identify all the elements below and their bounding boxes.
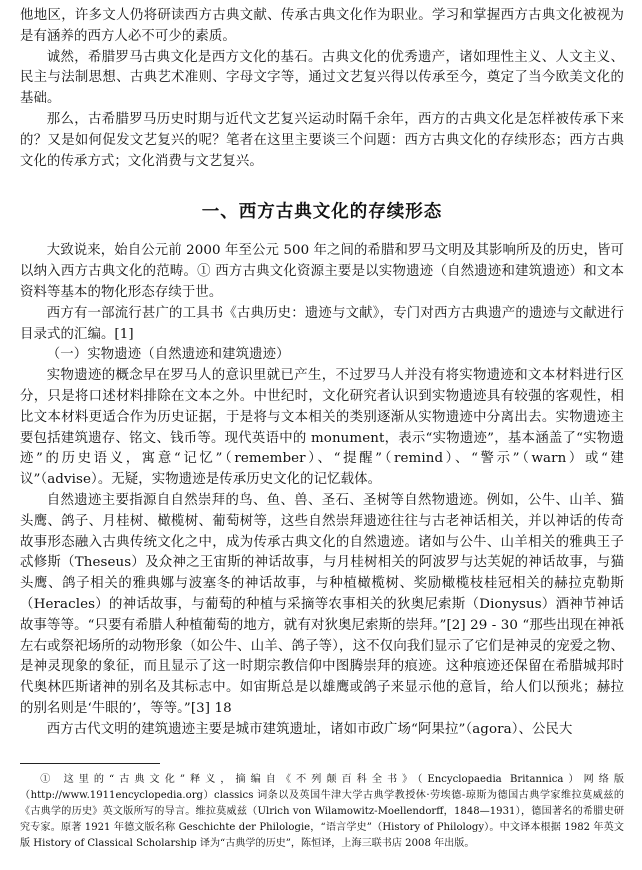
footnote-divider <box>20 763 160 764</box>
footnote: ① 这里的“古典文化”释义，摘编自《不列颠百科全书》（Encyclopaedia Britannica）网络版（http://www.1911encyclopedia.org）classics 词条以及英国牛津大学古典学教授休·劳埃德-琼斯为德国古典学家维拉莫威兹的《古典学的历史》英文版所写的导言。维拉莫威兹（Ulrich von Wilamowitz-Moellendorff，1848—1931），德国著名的希腊史研究专家。原著 1921 年德文版名称 Geschichte der Philologie，“语言学史”（History of Philology）。中文译本根据 1982 年英文版 History of Classical Scholarship 译为“古典学的历史”，陈恒译，上海三联书店 2008 年出版。 <box>20 773 624 850</box>
body-paragraph-1: 大致说来，始自公元前 2000 年至公元 500 年之间的希腊和罗马文明及其影响所及的历史，皆可以纳入西方古典文化的范畴。① 西方古典文化资源主要是以实物遗迹（自然遗迹和建筑遗迹）和文本资料等基本的物化形态存续于世。 <box>20 243 624 300</box>
body-paragraph-4: 自然遗迹主要指源自自然崇拜的鸟、鱼、兽、圣石、圣树等自然物遗迹。例如，公牛、山羊、猫头鹰、鸽子、月桂树、橄榄树、葡萄树等，这些自然崇拜遗迹往往与古老神话相关，并以神话的传奇故事形态融入古典传统文化之中，成为传承古典文化的自然遗迹。诸如与公牛、山羊相关的雅典王子忒修斯（Theseus）及众神之王宙斯的神话故事，与月桂树相关的阿波罗与达芙妮的神话故事，与猫头鹰、鸽子相关的雅典娜与波塞冬的神话故事，与种植橄榄树、奖励橄榄枝桂冠相关的赫拉克勒斯（Heracles）的神话故事，与葡萄的种植与采摘等农事相关的狄奥尼索斯（Dionysus）酒神节神话故事等等。“只要有希腊人种植葡萄的地方，就有对狄奥尼索斯的崇拜。”[2] 29 - 30 “那些出现在神祇左右或祭祀场所的动物形象（如公牛、山羊、鸽子等），这不仅向我们显示了它们是神灵的宠爱之物、是神灵现象的象征，而且显示了这一时期宗教信仰中图腾崇拜的痕迹。这种痕迹还保留在希腊城邦时代奥林匹斯诸神的别名及其标志中。如宙斯总是以雄鹰或鸽子来显示他的意旨，给人们以预兆；赫拉的别名则是‘牛眼的’，等等。”[3] 18 <box>20 492 624 716</box>
subsection-title: （一）实物遗迹（自然遗迹和建筑遗迹） <box>46 347 290 363</box>
intro-paragraph-3: 那么，古希腊罗马历史时期与近代文艺复兴运动时隔千余年，西方的古典文化是怎样被传承下来的？又是如何促发文艺复兴的呢？笔者在这里主要谈三个问题：西方古典文化的存续形态；西方古典文化的传承方式；文化消费与文艺复兴。 <box>20 111 624 169</box>
body-paragraph-3: 实物遗迹的概念早在罗马人的意识里就已产生，不过罗马人并没有将实物遗迹和文本材料进行区分，只是将口述材料排除在文本之外。中世纪时，文化研究者认识到实物遗迹具有较强的客观性，相比文本材料更适合作为历史证据，于是将与文本相关的类别逐渐从实物遗迹中分离出去。实物遗迹主要包括建筑遗存、铭文、钱币等。现代英语中的 monument，表示“实物遗迹”，基本涵盖了“实物遗迹”的历史语义，寓意“记忆”（remember）、“提醒”（remind）、“警示”（warn）或“建议”（advise）。无疑，实物遗迹是传承历史文化的记忆载体。 <box>20 368 624 488</box>
body-paragraph-5: 西方古代文明的建筑遗迹主要是城市建筑遗址，诸如市政广场“阿果拉”（agora）、公民大 <box>46 721 573 737</box>
section-title: 一、西方古典文化的存续形态 <box>201 202 443 223</box>
intro-paragraph-2: 诚然，希腊罗马古典文化是西方文化的基石。古典文化的优秀遗产，诸如理性主义、人文主义、民主与法制思想、古典艺术准则、字母文字等，通过文艺复兴得以传承至今，奠定了当今欧美文化的基础。 <box>20 49 624 107</box>
document-page <box>20 6 624 853</box>
body-paragraph-2: 西方有一部流行甚广的工具书《古典历史：遗迹与文献》，专门对西方古典遗产的遗迹与文献进行目录式的汇编。[1] <box>20 305 624 342</box>
intro-paragraph-1: 他地区，许多文人仍将研读西方古典文献、传承古典文化作为职业。学习和掌握西方古典文化被视为是有涵养的西方人必不可少的素质。 <box>20 8 624 44</box>
